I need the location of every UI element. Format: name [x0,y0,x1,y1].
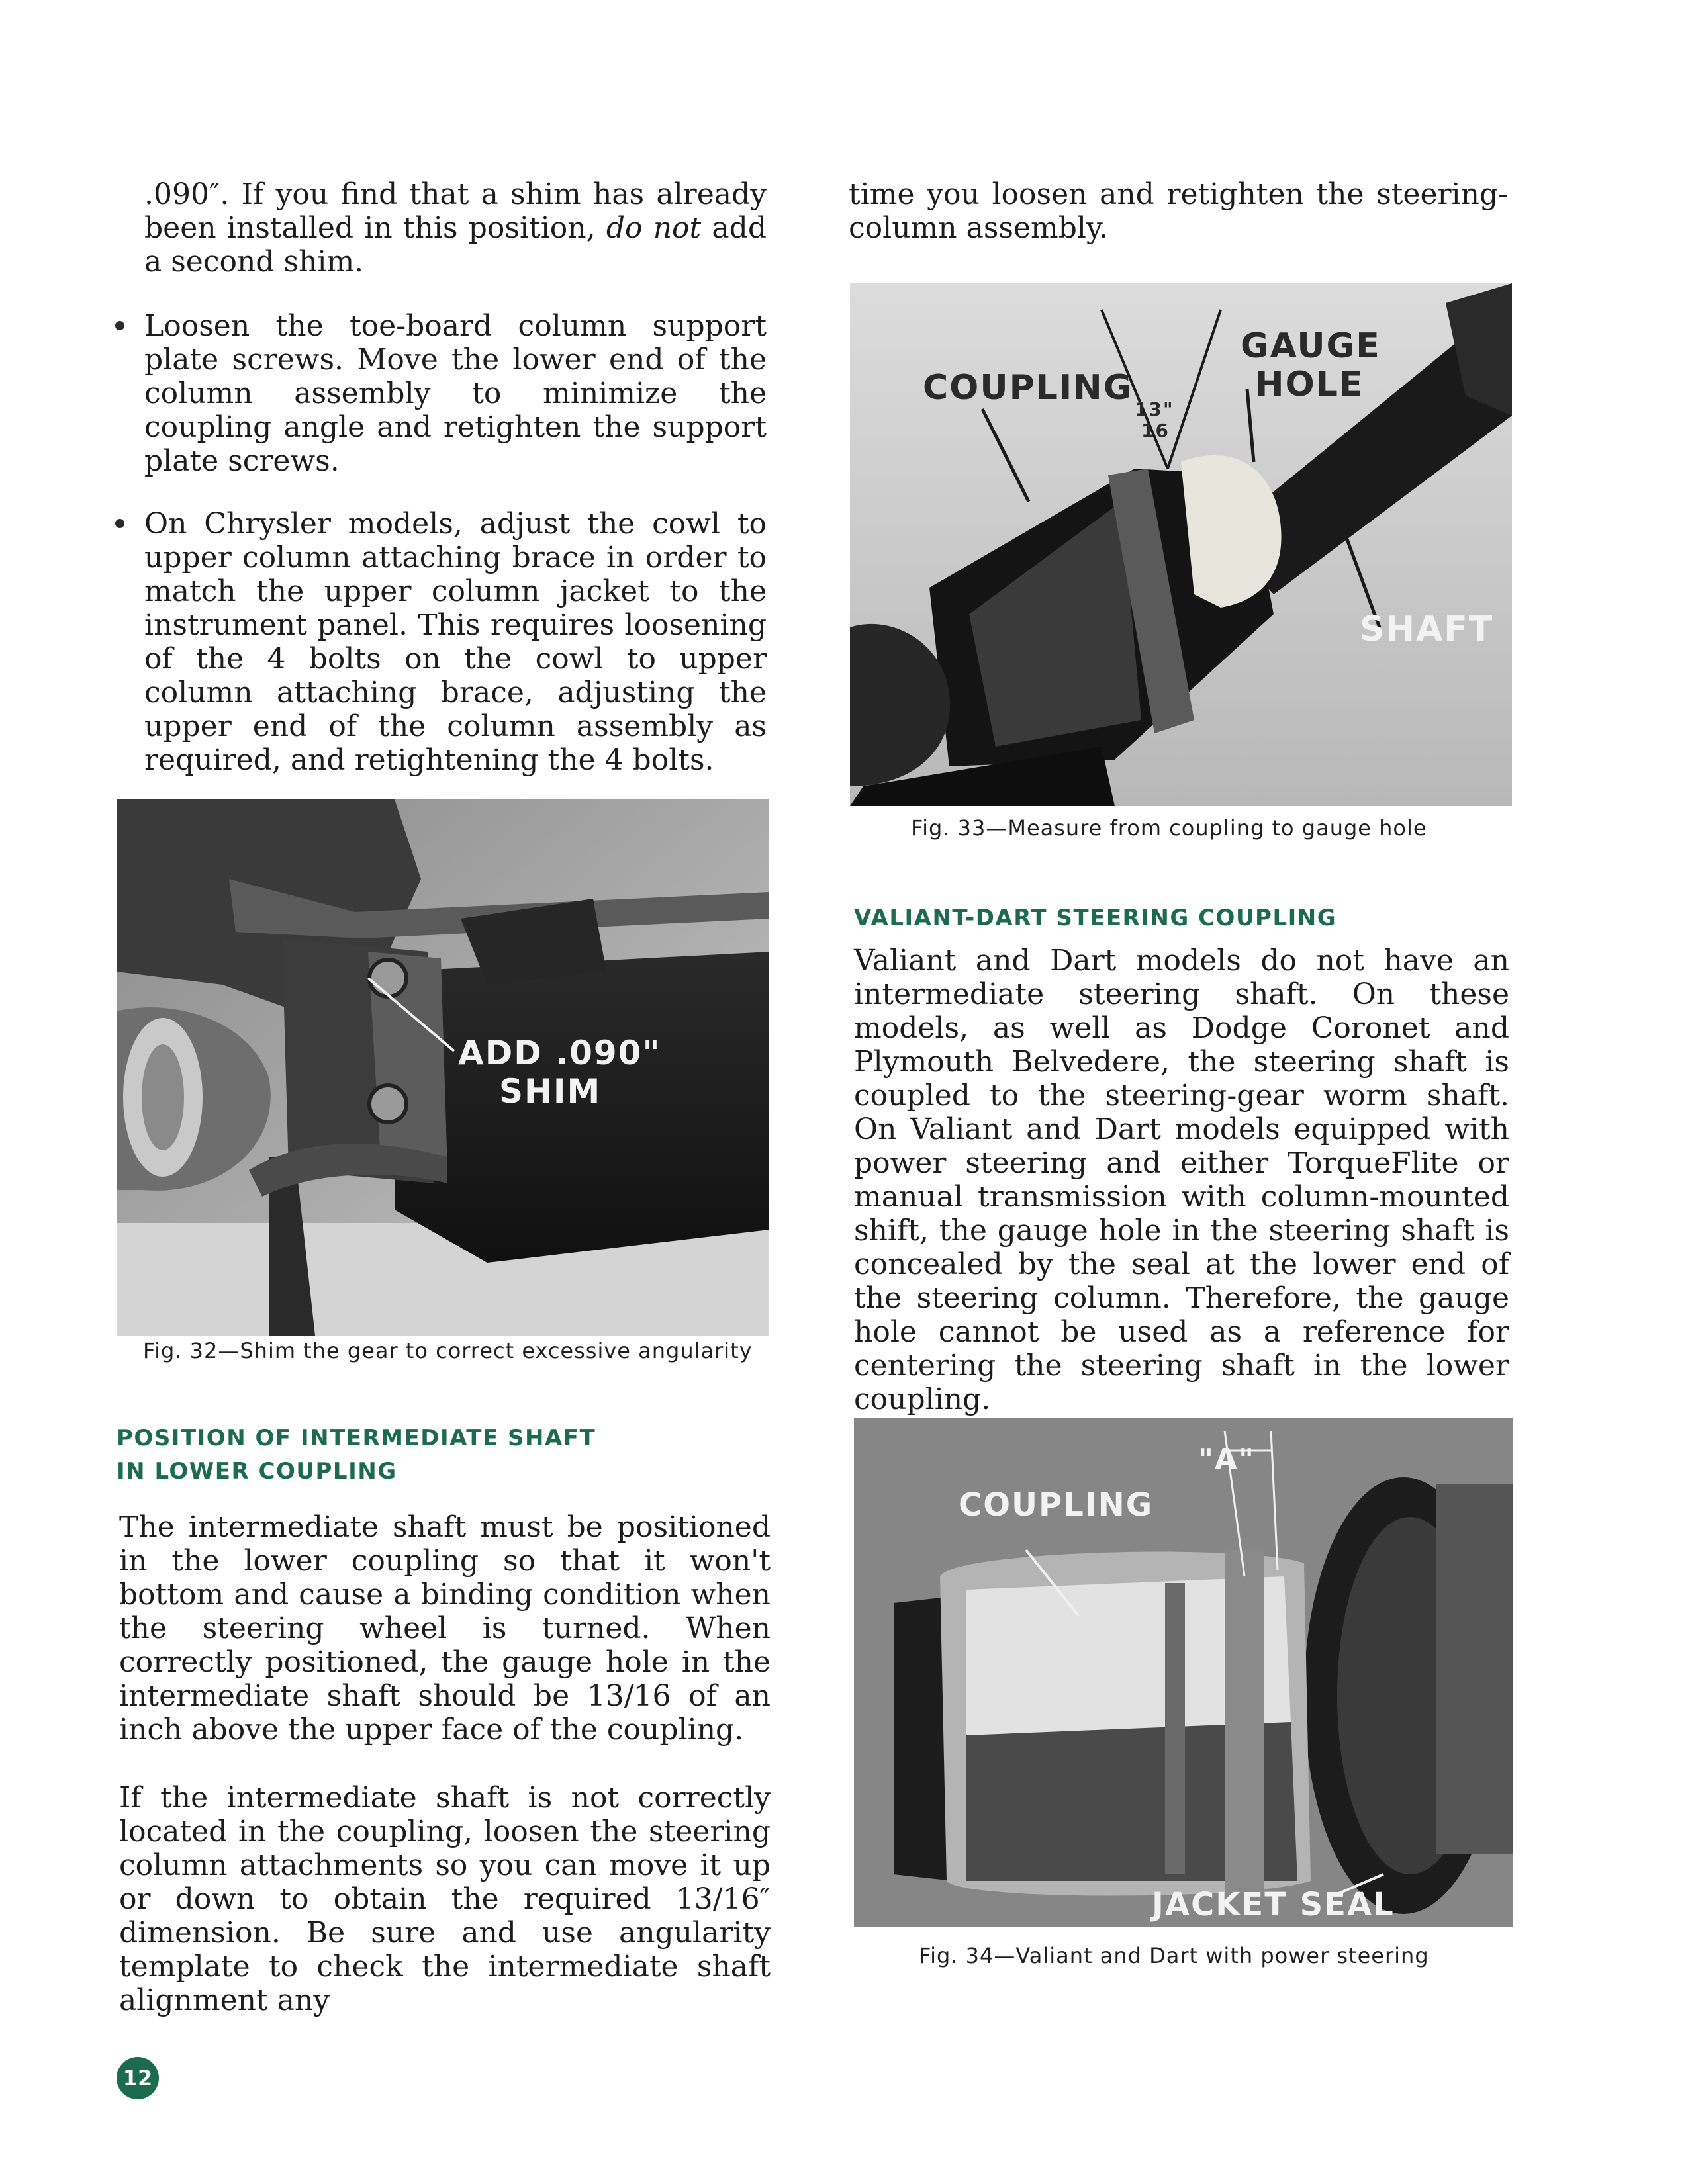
text-run: .090″. If you find that a shim has already been installed in this position, [144,177,767,245]
bullet-text: Loosen the toe-board column support plate screws. Move the lower end of the column assembly to minimize the coupling angle and retighten the support plate screws. [144,309,767,478]
heading-line: POSITION OF INTERMEDIATE SHAFT [117,1425,596,1451]
text-run: add a second shim. [144,211,767,279]
right-column-body [854,944,1509,1416]
bullet-icon [115,321,124,330]
fig32-caption: Fig. 32—Shim the gear to correct excessive angularity [143,1338,753,1363]
fig33-label-dim-den: 16 [1141,420,1170,441]
paragraph-valiant-dart: Valiant and Dart models do not have an intermediate steering shaft. On these models, as well as Dodge Coronet and Plymouth Belvedere, the steering shaft is coupled to the steering-gear worm shaft. On Valiant and Dart models equipped with power steering and either TorqueFlite or manual transmission with column-mounted shift, the gauge hole in the steering shaft is concealed by the seal at the lower end of the steering column. Therefore, the gauge hole cannot be used as a reference for centering the steering shaft in the lower coupling. [854,944,1509,1416]
fig33-illustration [850,283,1512,806]
paragraph-shim-note [144,177,767,279]
fig34-label-jacket-seal: JACKET SEAL [1152,1886,1395,1923]
figure-33-photo [850,283,1512,806]
page-number-badge: 12 [117,2057,159,2099]
fig34-caption: Fig. 34—Valiant and Dart with power steering [919,1943,1429,1968]
fig32-illustration [117,799,769,1336]
heading-line: IN LOWER COUPLING [117,1458,397,1484]
fig33-label-coupling: COUPLING [923,368,1133,408]
emphasis-text: do not [606,211,702,245]
figure-32-photo [117,799,769,1336]
paragraph-intermediate-shaft: The intermediate shaft must be positioned in the lower coupling so that it won't bottom and cause a binding condition when the steering wheel is turned. When correctly positioned, the gauge hole in the intermediate shaft should be 13/16 of an inch above the upper face of the coupling. [119,1510,771,1747]
paragraph-incorrect-location: If the intermediate shaft is not correctly located in the coupling, loosen the steering column attachments so you can move it up or down to obtain the required 13/16″ dimension. Be sure and use angularity template to check the intermediate shaft alignment any [119,1781,771,2017]
bullet-icon [115,519,124,528]
fig34-illustration [854,1418,1513,1927]
fig33-label-shaft: SHAFT [1360,610,1494,649]
fig32-label-add: ADD .090" [458,1034,661,1072]
fig33-label-hole: HOLE [1255,365,1364,404]
section-heading-valiant-dart: VALIANT-DART STEERING COUPLING [854,905,1337,931]
right-column-top [849,177,1508,245]
fig33-label-dim-num: 13" [1135,398,1174,420]
bullet-item [144,309,767,478]
paragraph-continued: time you loosen and retighten the steering-column assembly. [849,177,1508,245]
section-heading-intermediate-shaft [117,1422,596,1488]
bullet-text: On Chrysler models, adjust the cowl to upper column attaching brace in order to match the upper column jacket to the instrument panel. This requires loosening of the 4 bolts on the cowl to upper column attaching brace, adjusting the upper end of the column assembly as required, and retightening the 4 bolts. [144,507,767,777]
fig34-label-coupling: COUPLING [959,1486,1154,1524]
left-column [144,177,767,777]
fig34-label-a: "A" [1198,1443,1255,1477]
fig33-caption: Fig. 33—Measure from coupling to gauge hole [911,815,1427,841]
figure-34-photo [854,1418,1513,1927]
left-column-lower [119,1510,771,2017]
fig32-label-shim: SHIM [499,1072,602,1111]
fig33-label-gauge: GAUGE [1241,326,1381,366]
bullet-item [144,507,767,777]
